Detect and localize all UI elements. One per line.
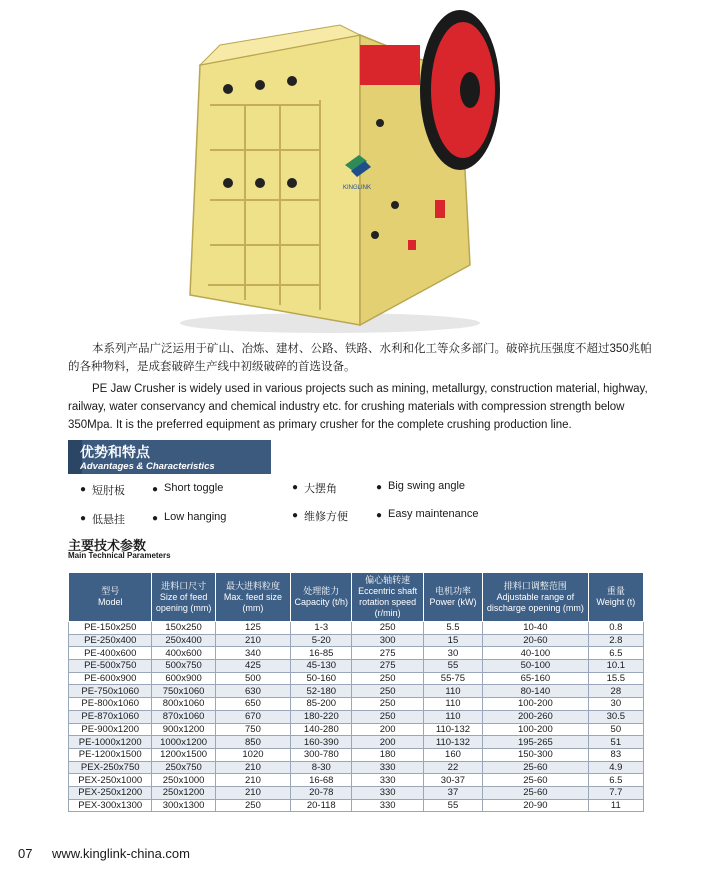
- table-cell: 110: [423, 685, 482, 698]
- table-cell: 250: [215, 799, 290, 812]
- table-cell: 25-60: [483, 761, 589, 774]
- bullet-icon: ●: [376, 510, 383, 521]
- header-cn: 排料口调整范围: [503, 580, 567, 591]
- table-cell: 50: [588, 723, 643, 736]
- table-cell: 0.8: [588, 622, 643, 635]
- header-cn: 进料口尺寸: [161, 580, 207, 591]
- header-weight: [588, 573, 643, 622]
- table-cell: PE-250x400: [69, 634, 152, 647]
- table-cell: 650: [215, 698, 290, 711]
- advantages-title-cn: 优势和特点: [80, 444, 150, 460]
- table-cell: PE-400x600: [69, 647, 152, 660]
- table-cell: 210: [215, 774, 290, 787]
- table-cell: 250x1000: [152, 774, 215, 787]
- table-cell: 1-3: [291, 622, 352, 635]
- bullet-icon: ●: [292, 510, 299, 521]
- table-cell: 180: [352, 748, 423, 761]
- header-en: Weight (t): [596, 597, 636, 607]
- table-cell: 180-220: [291, 710, 352, 723]
- table-cell: 150x250: [152, 622, 215, 635]
- table-cell: 250: [352, 710, 423, 723]
- table-row: [69, 761, 644, 774]
- table-cell: 300: [352, 634, 423, 647]
- table-cell: 110-132: [423, 723, 482, 736]
- table-cell: 800x1060: [152, 698, 215, 711]
- header-en: Size of feed opening (mm): [155, 591, 212, 613]
- table-cell: 51: [588, 736, 643, 749]
- header-cn: 处理能力: [303, 586, 340, 596]
- table-cell: 15: [423, 634, 482, 647]
- table-cell: 160-390: [291, 736, 352, 749]
- table-cell: PEX-250x1000: [69, 774, 152, 787]
- table-cell: PE-900x1200: [69, 723, 152, 736]
- feature-en: Short toggle: [164, 482, 224, 494]
- feature-cn: 短肘板: [92, 485, 125, 497]
- table-cell: 250: [352, 672, 423, 685]
- header-cn: 电机功率: [434, 586, 471, 596]
- table-cell: 900x1200: [152, 723, 215, 736]
- table-cell: 150-300: [483, 748, 589, 761]
- table-cell: 55: [423, 660, 482, 673]
- table-cell: 330: [352, 799, 423, 812]
- table-cell: 750: [215, 723, 290, 736]
- table-cell: PE-870x1060: [69, 710, 152, 723]
- table-cell: 15.5: [588, 672, 643, 685]
- table-cell: 50-160: [291, 672, 352, 685]
- bullet-icon: ●: [80, 513, 87, 524]
- table-cell: 110-132: [423, 736, 482, 749]
- table-cell: 16-85: [291, 647, 352, 660]
- table-cell: 16-68: [291, 774, 352, 787]
- table-cell: 300x1300: [152, 799, 215, 812]
- header-en: Model: [97, 597, 123, 607]
- feature-cn: 低悬挂: [92, 514, 125, 526]
- header-en: Power (kW): [429, 597, 477, 607]
- table-cell: 4.9: [588, 761, 643, 774]
- table-cell: 1200x1500: [152, 748, 215, 761]
- header-cn: 最大进料粒度: [225, 580, 280, 591]
- description-chinese-text: 本系列产品广泛运用于矿山、冶炼、建材、公路、铁路、水利和化工等众多部门。破碎抗压强度不超过350兆帕的各种物料，是成套破碎生产线中初级破碎的首选设备。: [68, 343, 652, 373]
- bullet-icon: ●: [292, 482, 299, 493]
- header-cn: 重量: [606, 586, 625, 596]
- table-cell: 25-60: [483, 786, 589, 799]
- table-cell: 330: [352, 786, 423, 799]
- table-cell: 10-40: [483, 622, 589, 635]
- table-cell: 600x900: [152, 672, 215, 685]
- description-english: [68, 380, 653, 434]
- table-cell: 200: [352, 723, 423, 736]
- params-title-en: Main Technical Parameters: [68, 551, 171, 560]
- table-cell: 30.5: [588, 710, 643, 723]
- table-row: [69, 748, 644, 761]
- table-cell: 750x1060: [152, 685, 215, 698]
- table-row: [69, 672, 644, 685]
- table-cell: 7.7: [588, 786, 643, 799]
- table-row: [69, 799, 644, 812]
- table-cell: 20-118: [291, 799, 352, 812]
- table-cell: PEX-250x1200: [69, 786, 152, 799]
- table-cell: 11: [588, 799, 643, 812]
- table-row: [69, 634, 644, 647]
- table-cell: 275: [352, 660, 423, 673]
- header-en: Adjustable range of discharge opening (mm): [486, 591, 584, 613]
- table-cell: 55-75: [423, 672, 482, 685]
- description-english-text: PE Jaw Crusher is widely used in various projects such as mining, metallurgy, construction material, highway, railway, water conservancy and chemical industry etc. for crushing materials with compression strength below 350Mpa. It is the preferred equipment as primary crusher for the complete crushing production line.: [68, 383, 648, 431]
- table-cell: 330: [352, 761, 423, 774]
- table-cell: 300-780: [291, 748, 352, 761]
- table-cell: 37: [423, 786, 482, 799]
- table-row: [69, 685, 644, 698]
- table-cell: PE-500x750: [69, 660, 152, 673]
- table-cell: 65-160: [483, 672, 589, 685]
- table-cell: 110: [423, 710, 482, 723]
- table-cell: 8-30: [291, 761, 352, 774]
- table-cell: 200: [352, 736, 423, 749]
- table-row: [69, 736, 644, 749]
- table-cell: 330: [352, 774, 423, 787]
- table-cell: 10.1: [588, 660, 643, 673]
- table-row: [69, 660, 644, 673]
- table-cell: 250: [352, 698, 423, 711]
- table-cell: 125: [215, 622, 290, 635]
- feature-en: Big swing angle: [388, 480, 466, 492]
- table-row: [69, 647, 644, 660]
- table-cell: 210: [215, 786, 290, 799]
- table-cell: 55: [423, 799, 482, 812]
- table-cell: 250: [352, 685, 423, 698]
- header-en: Capacity (t/h): [294, 597, 349, 607]
- header-cn: 偏心轴转速: [365, 575, 411, 585]
- header-en: Max. feed size (mm): [223, 591, 282, 613]
- table-row: [69, 723, 644, 736]
- table-cell: PEX-250x750: [69, 761, 152, 774]
- table-header-row: [69, 573, 644, 622]
- table-cell: 870x1060: [152, 710, 215, 723]
- advantages-title-en: Advantages & Characteristics: [80, 461, 215, 472]
- table-cell: 30: [423, 647, 482, 660]
- table-cell: PE-800x1060: [69, 698, 152, 711]
- bullet-icon: ●: [152, 513, 159, 524]
- table-cell: 50-100: [483, 660, 589, 673]
- table-cell: 100-200: [483, 698, 589, 711]
- feature-en: Easy maintenance: [388, 508, 479, 520]
- table-cell: PEX-300x1300: [69, 799, 152, 812]
- table-cell: 400x600: [152, 647, 215, 660]
- bullet-icon: ●: [376, 482, 383, 493]
- table-row: [69, 698, 644, 711]
- table-cell: 25-60: [483, 774, 589, 787]
- table-cell: 6.5: [588, 774, 643, 787]
- table-row: [69, 622, 644, 635]
- table-cell: 22: [423, 761, 482, 774]
- table-cell: 250x400: [152, 634, 215, 647]
- table-cell: PE-1000x1200: [69, 736, 152, 749]
- header-capacity: [291, 573, 352, 622]
- table-cell: 500x750: [152, 660, 215, 673]
- table-cell: 850: [215, 736, 290, 749]
- table-cell: 340: [215, 647, 290, 660]
- table-cell: 6.5: [588, 647, 643, 660]
- table-cell: 275: [352, 647, 423, 660]
- header-discharge-range: [483, 573, 589, 622]
- feature-en: Low hanging: [164, 511, 227, 523]
- table-cell: 630: [215, 685, 290, 698]
- table-cell: 195-265: [483, 736, 589, 749]
- table-cell: PE-150x250: [69, 622, 152, 635]
- feature-cn: 维修方便: [304, 511, 348, 523]
- table-cell: 100-200: [483, 723, 589, 736]
- table-cell: 20-90: [483, 799, 589, 812]
- header-shaft-speed: [352, 573, 423, 622]
- table-cell: 52-180: [291, 685, 352, 698]
- table-body: [69, 622, 644, 812]
- table-cell: 40-100: [483, 647, 589, 660]
- table-cell: 45-130: [291, 660, 352, 673]
- table-cell: 83: [588, 748, 643, 761]
- table-cell: 1020: [215, 748, 290, 761]
- table-cell: 85-200: [291, 698, 352, 711]
- table-cell: 200-260: [483, 710, 589, 723]
- table-cell: 140-280: [291, 723, 352, 736]
- logo-text: KINGLINK: [343, 185, 372, 191]
- table-cell: 28: [588, 685, 643, 698]
- table-cell: 30-37: [423, 774, 482, 787]
- table-cell: 670: [215, 710, 290, 723]
- header-power: [423, 573, 482, 622]
- table-cell: 2.8: [588, 634, 643, 647]
- table-cell: 1000x1200: [152, 736, 215, 749]
- header-cn: 型号: [101, 586, 120, 596]
- table-cell: 210: [215, 634, 290, 647]
- description-chinese: [68, 340, 653, 376]
- header-en: Eccentric shaft rotation speed (r/min): [358, 586, 418, 618]
- table-cell: 500: [215, 672, 290, 685]
- table-row: [69, 786, 644, 799]
- header-max-feed: [215, 573, 290, 622]
- website-link[interactable]: www.kinglink-china.com: [52, 846, 190, 861]
- params-title-cn: 主要技术参数: [68, 538, 147, 553]
- header-feed-opening: [152, 573, 215, 622]
- table-cell: 250x750: [152, 761, 215, 774]
- specifications-table: [68, 572, 644, 812]
- bullet-icon: ●: [80, 484, 87, 495]
- header-model: [69, 573, 152, 622]
- table-row: [69, 710, 644, 723]
- page-number: 07: [18, 846, 33, 861]
- jaw-crusher-image: [180, 5, 510, 335]
- feature-cn: 大摆角: [304, 483, 337, 495]
- table-cell: 425: [215, 660, 290, 673]
- table-cell: PE-600x900: [69, 672, 152, 685]
- table-cell: 20-60: [483, 634, 589, 647]
- table-row: [69, 774, 644, 787]
- table-cell: 110: [423, 698, 482, 711]
- table-cell: 20-78: [291, 786, 352, 799]
- table-cell: 210: [215, 761, 290, 774]
- table-cell: 5.5: [423, 622, 482, 635]
- table-cell: 250x1200: [152, 786, 215, 799]
- table-cell: 80-140: [483, 685, 589, 698]
- table-cell: 30: [588, 698, 643, 711]
- table-cell: 250: [352, 622, 423, 635]
- table-cell: 5-20: [291, 634, 352, 647]
- bullet-icon: ●: [152, 484, 159, 495]
- table-cell: PE-1200x1500: [69, 748, 152, 761]
- table-cell: PE-750x1060: [69, 685, 152, 698]
- table-cell: 160: [423, 748, 482, 761]
